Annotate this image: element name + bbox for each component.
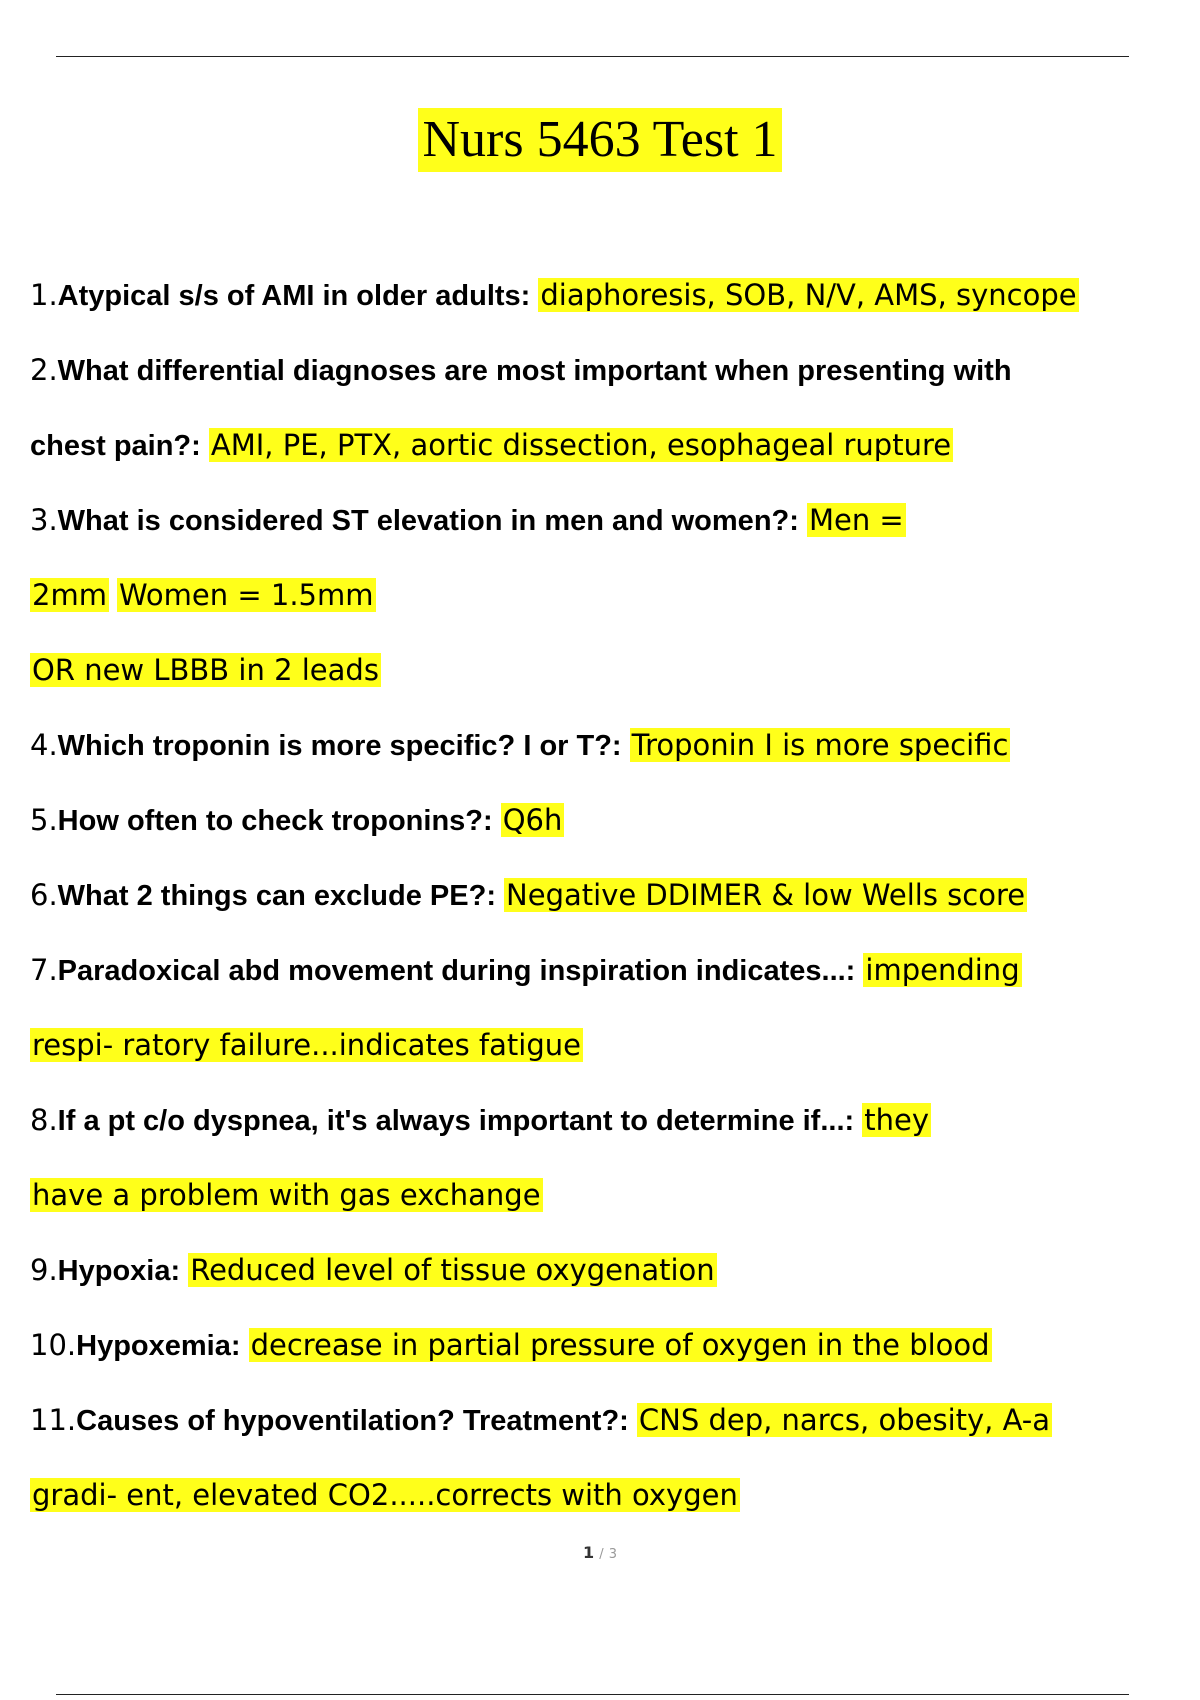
list-item (30, 350, 1190, 425)
question-text: Hypoxia: (57, 1255, 181, 1287)
item-number: 4. (30, 728, 58, 762)
list-item (30, 800, 1190, 875)
item-number: 1. (30, 278, 58, 312)
answer-highlight: CNS dep, narcs, obesity, A-a (638, 1403, 1051, 1437)
list-item (30, 950, 1190, 1025)
list-item (30, 725, 1190, 800)
item-number: 10. (30, 1328, 77, 1362)
list-item-continued (30, 1025, 1190, 1100)
answer-highlight: Q6h (502, 803, 563, 837)
answer-highlight: Troponin I is more specific (631, 728, 1009, 762)
answer-highlight: Men = (808, 503, 904, 537)
answer-highlight: Women = 1.5mm (118, 578, 374, 612)
list-item (30, 1250, 1190, 1325)
answer-highlight: AMI, PE, PTX, aortic dissection, esophageal rupture (210, 428, 952, 462)
answer-highlight: decrease in partial pressure of oxygen in the blood (250, 1328, 990, 1362)
answer-highlight: impending (865, 953, 1020, 987)
list-item-continued (30, 1475, 1190, 1550)
list-item-continued (30, 650, 1190, 725)
question-text: Causes of hypoventilation? Treatment?: (76, 1405, 629, 1437)
list-item (30, 500, 1190, 575)
question-text: What is considered ST elevation in men and women?: (57, 505, 799, 537)
item-number: 5. (30, 803, 58, 837)
list-item-continued (30, 1175, 1190, 1250)
list-item-continued (30, 425, 1190, 500)
answer-highlight: 2mm (32, 578, 107, 612)
list-item (30, 1400, 1190, 1475)
page-title: Nurs 5463 Test 1 (418, 108, 781, 172)
answer-highlight: gradi- ent, elevated CO2.....corrects with oxygen (32, 1478, 738, 1512)
item-number: 3. (30, 503, 58, 537)
page-number (0, 1543, 1200, 1562)
answer-highlight: OR new LBBB in 2 leads (32, 653, 379, 687)
question-text: Paradoxical abd movement during inspiration indicates...: (57, 955, 856, 987)
item-number: 9. (30, 1253, 58, 1287)
item-number: 8. (30, 1103, 58, 1137)
question-text: What 2 things can exclude PE?: (57, 880, 496, 912)
question-list (30, 275, 1190, 1550)
question-text: If a pt c/o dyspnea, it's always important to determine if...: (57, 1105, 855, 1137)
list-item-continued (30, 575, 1190, 650)
question-text: Which troponin is more specific? I or T?: (57, 730, 622, 762)
question-text: chest pain?: (30, 430, 201, 462)
page-current: 1 (583, 1543, 595, 1562)
page-separator: / (599, 1547, 604, 1562)
bottom-rule (56, 1694, 1129, 1695)
question-text: What differential diagnoses are most important when presenting with (57, 355, 1012, 387)
answer-highlight: Negative DDIMER & low Wells score (506, 878, 1026, 912)
answer-highlight: diaphoresis, SOB, N/V, AMS, syncope (540, 278, 1077, 312)
page-total: 3 (608, 1547, 617, 1562)
question-text: Hypoxemia: (76, 1330, 241, 1362)
list-item (30, 875, 1190, 950)
item-number: 7. (30, 953, 58, 987)
item-number: 6. (30, 878, 58, 912)
list-item (30, 275, 1190, 350)
answer-highlight: have a problem with gas exchange (32, 1178, 541, 1212)
top-rule (56, 56, 1129, 57)
list-item (30, 1100, 1190, 1175)
item-number: 2. (30, 353, 58, 387)
answer-highlight: they (864, 1103, 929, 1137)
question-text: Atypical s/s of AMI in older adults: (57, 280, 531, 312)
answer-highlight: respi- ratory failure...indicates fatigue (32, 1028, 581, 1062)
title-block (0, 108, 1200, 172)
item-number: 11. (30, 1403, 77, 1437)
answer-highlight: Reduced level of tissue oxygenation (190, 1253, 715, 1287)
list-item (30, 1325, 1190, 1400)
question-text: How often to check troponins?: (57, 805, 493, 837)
